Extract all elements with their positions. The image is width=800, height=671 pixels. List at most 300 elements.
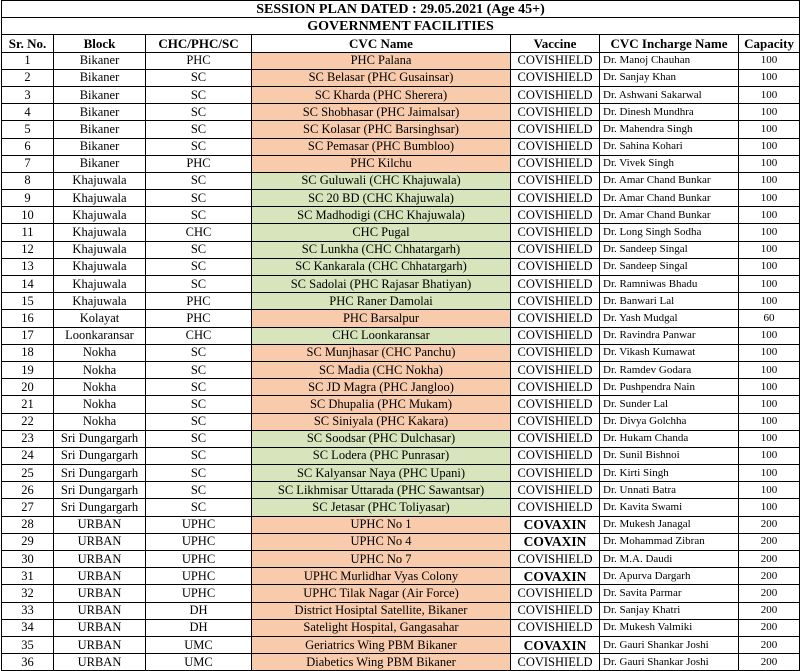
cell-sr-no: 6 [2, 138, 54, 155]
cell-capacity: 100 [739, 138, 800, 155]
cell-vaccine: COVISHIELD [511, 499, 600, 516]
cell-capacity: 100 [739, 327, 800, 344]
cell-capacity: 100 [739, 190, 800, 207]
cell-facility-type: UPHC [146, 551, 252, 568]
cell-cvc-name: SC 20 BD (CHC Khajuwala) [252, 190, 511, 207]
cell-facility-type: UPHC [146, 533, 252, 550]
cell-cvc-name: SC Lunkha (CHC Chhatargarh) [252, 241, 511, 258]
session-plan-table [1, 0, 800, 671]
table-row [2, 138, 800, 155]
section-subtitle: GOVERNMENT FACILITIES [2, 18, 800, 35]
cell-capacity: 100 [739, 379, 800, 396]
cell-cvc-name: Geriatrics Wing PBM Bikaner [252, 636, 511, 653]
cell-block: Sri Dungargarh [54, 482, 146, 499]
cell-facility-type: CHC [146, 327, 252, 344]
cell-sr-no: 9 [2, 190, 54, 207]
cell-cvc-name: SC Lodera (PHC Punrasar) [252, 447, 511, 464]
cell-cvc-name: SC Munjhasar (CHC Panchu) [252, 344, 511, 361]
cell-incharge: Dr. Ramniwas Bhadu [600, 276, 739, 293]
cell-sr-no: 23 [2, 430, 54, 447]
cell-sr-no: 17 [2, 327, 54, 344]
cell-sr-no: 13 [2, 258, 54, 275]
cell-incharge: Dr. Gauri Shankar Joshi [600, 636, 739, 653]
cell-incharge: Dr. Kavita Swami [600, 499, 739, 516]
cell-vaccine: COVISHIELD [511, 121, 600, 138]
table-row [2, 293, 800, 310]
cell-sr-no: 1 [2, 52, 54, 69]
cell-incharge: Dr. Ashwani Sakarwal [600, 86, 739, 103]
cell-cvc-name: CHC Pugal [252, 224, 511, 241]
cell-capacity: 100 [739, 258, 800, 275]
cell-capacity: 100 [739, 413, 800, 430]
cell-incharge: Dr. M.A. Daudi [600, 551, 739, 568]
cell-capacity: 60 [739, 310, 800, 327]
cell-cvc-name: PHC Palana [252, 52, 511, 69]
cell-capacity: 100 [739, 224, 800, 241]
cell-capacity: 100 [739, 86, 800, 103]
cell-cvc-name: UPHC Murlidhar Vyas Colony [252, 568, 511, 585]
cell-incharge: Dr. Sanjay Khan [600, 69, 739, 86]
cell-sr-no: 32 [2, 585, 54, 602]
table-row [2, 361, 800, 378]
cell-facility-type: UPHC [146, 585, 252, 602]
cell-incharge: Dr. Pushpendra Nain [600, 379, 739, 396]
cell-capacity: 100 [739, 121, 800, 138]
cell-incharge: Dr. Ravindra Panwar [600, 327, 739, 344]
table-row [2, 516, 800, 533]
cell-cvc-name: PHC Raner Damolai [252, 293, 511, 310]
cell-block: Bikaner [54, 138, 146, 155]
table-row [2, 619, 800, 636]
cell-vaccine: COVISHIELD [511, 465, 600, 482]
table-row [2, 86, 800, 103]
cell-capacity: 200 [739, 568, 800, 585]
cell-block: Khajuwala [54, 207, 146, 224]
cell-capacity: 100 [739, 482, 800, 499]
cell-incharge: Dr. Long Singh Sodha [600, 224, 739, 241]
cell-cvc-name: SC Belasar (PHC Gusainsar) [252, 69, 511, 86]
cell-sr-no: 7 [2, 155, 54, 172]
cell-vaccine: COVAXIN [511, 568, 600, 585]
cell-facility-type: SC [146, 447, 252, 464]
cell-facility-type: SC [146, 104, 252, 121]
cell-facility-type: SC [146, 465, 252, 482]
cell-facility-type: PHC [146, 310, 252, 327]
table-row [2, 602, 800, 619]
cell-facility-type: SC [146, 361, 252, 378]
cell-sr-no: 21 [2, 396, 54, 413]
cell-incharge: Dr. Amar Chand Bunkar [600, 190, 739, 207]
cell-capacity: 100 [739, 69, 800, 86]
table-row [2, 276, 800, 293]
cell-vaccine: COVISHIELD [511, 396, 600, 413]
cell-capacity: 100 [739, 499, 800, 516]
cell-cvc-name: SC Pemasar (PHC Bumbloo) [252, 138, 511, 155]
cell-cvc-name: SC Madia (CHC Nokha) [252, 361, 511, 378]
cell-sr-no: 24 [2, 447, 54, 464]
table-row [2, 482, 800, 499]
cell-cvc-name: SC Kankarala (CHC Chhatargarh) [252, 258, 511, 275]
cell-incharge: Dr. Vikash Kumawat [600, 344, 739, 361]
cell-sr-no: 25 [2, 465, 54, 482]
cell-incharge: Dr. Mukesh Janagal [600, 516, 739, 533]
cell-sr-no: 27 [2, 499, 54, 516]
cell-sr-no: 30 [2, 551, 54, 568]
cell-facility-type: SC [146, 482, 252, 499]
table-row [2, 69, 800, 86]
cell-block: Bikaner [54, 155, 146, 172]
cell-vaccine: COVISHIELD [511, 619, 600, 636]
cell-vaccine: COVISHIELD [511, 379, 600, 396]
table-row [2, 155, 800, 172]
table-row [2, 568, 800, 585]
cell-cvc-name: SC Kolasar (PHC Barsinghsar) [252, 121, 511, 138]
cell-block: URBAN [54, 654, 146, 671]
cell-capacity: 100 [739, 155, 800, 172]
cell-facility-type: PHC [146, 155, 252, 172]
cell-facility-type: CHC [146, 224, 252, 241]
cell-vaccine: COVISHIELD [511, 155, 600, 172]
cell-sr-no: 19 [2, 361, 54, 378]
cell-vaccine: COVISHIELD [511, 190, 600, 207]
cell-block: Khajuwala [54, 224, 146, 241]
cell-cvc-name: SC Kalyansar Naya (PHC Upani) [252, 465, 511, 482]
cell-block: Loonkaransar [54, 327, 146, 344]
cell-incharge: Dr. Ramdev Godara [600, 361, 739, 378]
table-row [2, 413, 800, 430]
cell-vaccine: COVAXIN [511, 533, 600, 550]
cell-incharge: Dr. Mohammad Zibran [600, 533, 739, 550]
cell-vaccine: COVISHIELD [511, 276, 600, 293]
cell-block: URBAN [54, 551, 146, 568]
cell-capacity: 100 [739, 207, 800, 224]
cell-cvc-name: Satelight Hospital, Gangasahar [252, 619, 511, 636]
cell-facility-type: SC [146, 258, 252, 275]
cell-block: Sri Dungargarh [54, 447, 146, 464]
cell-sr-no: 35 [2, 636, 54, 653]
cell-sr-no: 12 [2, 241, 54, 258]
cell-capacity: 100 [739, 52, 800, 69]
cell-incharge: Dr. Dinesh Mundhra [600, 104, 739, 121]
cell-block: Nokha [54, 396, 146, 413]
cell-vaccine: COVISHIELD [511, 241, 600, 258]
cell-cvc-name: PHC Barsalpur [252, 310, 511, 327]
header-facility-type: CHC/PHC/SC [146, 35, 252, 52]
cell-block: URBAN [54, 568, 146, 585]
cell-block: Sri Dungargarh [54, 499, 146, 516]
cell-vaccine: COVISHIELD [511, 258, 600, 275]
cell-sr-no: 20 [2, 379, 54, 396]
cell-block: Khajuwala [54, 241, 146, 258]
cell-sr-no: 28 [2, 516, 54, 533]
cell-facility-type: SC [146, 396, 252, 413]
cell-sr-no: 10 [2, 207, 54, 224]
cell-block: Khajuwala [54, 258, 146, 275]
table-row [2, 499, 800, 516]
cell-facility-type: SC [146, 430, 252, 447]
cell-block: Sri Dungargarh [54, 465, 146, 482]
cell-sr-no: 4 [2, 104, 54, 121]
cell-block: URBAN [54, 602, 146, 619]
cell-facility-type: SC [146, 138, 252, 155]
cell-block: Nokha [54, 361, 146, 378]
cell-incharge: Dr. Kirti Singh [600, 465, 739, 482]
table-row [2, 447, 800, 464]
cell-capacity: 200 [739, 533, 800, 550]
cell-incharge: Dr. Mahendra Singh [600, 121, 739, 138]
cell-facility-type: SC [146, 276, 252, 293]
cell-facility-type: PHC [146, 52, 252, 69]
cell-block: URBAN [54, 636, 146, 653]
cell-block: Nokha [54, 344, 146, 361]
cell-block: Bikaner [54, 86, 146, 103]
cell-capacity: 100 [739, 447, 800, 464]
cell-vaccine: COVISHIELD [511, 585, 600, 602]
cell-facility-type: PHC [146, 293, 252, 310]
header-block: Block [54, 35, 146, 52]
cell-vaccine: COVISHIELD [511, 447, 600, 464]
cell-cvc-name: SC Guluwali (CHC Khajuwala) [252, 172, 511, 189]
table-row [2, 190, 800, 207]
cell-incharge: Dr. Sunder Lal [600, 396, 739, 413]
header-row [2, 35, 800, 52]
cell-sr-no: 29 [2, 533, 54, 550]
header-capacity: Capacity [739, 35, 800, 52]
table-row [2, 465, 800, 482]
cell-vaccine: COVISHIELD [511, 413, 600, 430]
cell-incharge: Dr. Yash Mudgal [600, 310, 739, 327]
table-row [2, 585, 800, 602]
cell-sr-no: 18 [2, 344, 54, 361]
cell-capacity: 200 [739, 551, 800, 568]
cell-vaccine: COVISHIELD [511, 310, 600, 327]
cell-vaccine: COVISHIELD [511, 551, 600, 568]
cell-facility-type: UMC [146, 654, 252, 671]
table-row [2, 396, 800, 413]
cell-capacity: 100 [739, 396, 800, 413]
cell-block: Khajuwala [54, 172, 146, 189]
table-row [2, 551, 800, 568]
cell-vaccine: COVISHIELD [511, 207, 600, 224]
cell-facility-type: UPHC [146, 568, 252, 585]
cell-capacity: 100 [739, 293, 800, 310]
cell-cvc-name: Diabetics Wing PBM Bikaner [252, 654, 511, 671]
cell-cvc-name: SC Jetasar (PHC Toliyasar) [252, 499, 511, 516]
cell-facility-type: SC [146, 344, 252, 361]
cell-sr-no: 15 [2, 293, 54, 310]
cell-cvc-name: UPHC No 7 [252, 551, 511, 568]
cell-sr-no: 11 [2, 224, 54, 241]
cell-vaccine: COVISHIELD [511, 224, 600, 241]
cell-capacity: 200 [739, 654, 800, 671]
table-row [2, 258, 800, 275]
cell-capacity: 200 [739, 516, 800, 533]
cell-incharge: Dr. Savita Parmar [600, 585, 739, 602]
cell-block: Sri Dungargarh [54, 430, 146, 447]
cell-vaccine: COVISHIELD [511, 52, 600, 69]
table-row [2, 310, 800, 327]
cell-block: Nokha [54, 379, 146, 396]
cell-capacity: 100 [739, 465, 800, 482]
cell-facility-type: UMC [146, 636, 252, 653]
cell-capacity: 100 [739, 361, 800, 378]
table-row [2, 636, 800, 653]
cell-vaccine: COVISHIELD [511, 654, 600, 671]
cell-facility-type: SC [146, 172, 252, 189]
cell-block: Nokha [54, 413, 146, 430]
table-row [2, 327, 800, 344]
cell-capacity: 100 [739, 344, 800, 361]
cell-block: URBAN [54, 533, 146, 550]
table-row [2, 379, 800, 396]
cell-cvc-name: District Hosiptal Satellite, Bikaner [252, 602, 511, 619]
cell-capacity: 100 [739, 172, 800, 189]
cell-incharge: Dr. Apurva Dargarh [600, 568, 739, 585]
cell-capacity: 100 [739, 241, 800, 258]
cell-block: Bikaner [54, 52, 146, 69]
cell-facility-type: SC [146, 241, 252, 258]
cell-sr-no: 2 [2, 69, 54, 86]
cell-incharge: Dr. Sandeep Singal [600, 241, 739, 258]
cell-block: Bikaner [54, 69, 146, 86]
cell-vaccine: COVISHIELD [511, 344, 600, 361]
cell-incharge: Dr. Sunil Bishnoi [600, 447, 739, 464]
cell-facility-type: UPHC [146, 516, 252, 533]
cell-facility-type: SC [146, 207, 252, 224]
cell-sr-no: 3 [2, 86, 54, 103]
cell-block: URBAN [54, 516, 146, 533]
page-title: SESSION PLAN DATED : 29.05.2021 (Age 45+) [2, 1, 800, 18]
cell-vaccine: COVISHIELD [511, 430, 600, 447]
cell-vaccine: COVISHIELD [511, 602, 600, 619]
cell-block: Khajuwala [54, 293, 146, 310]
cell-incharge: Dr. Manoj Chauhan [600, 52, 739, 69]
cell-facility-type: SC [146, 86, 252, 103]
cell-block: Bikaner [54, 104, 146, 121]
table-row [2, 172, 800, 189]
cell-cvc-name: PHC Kilchu [252, 155, 511, 172]
cell-block: Khajuwala [54, 190, 146, 207]
table-row [2, 241, 800, 258]
header-vaccine: Vaccine [511, 35, 600, 52]
cell-cvc-name: UPHC Tilak Nagar (Air Force) [252, 585, 511, 602]
cell-cvc-name: SC Madhodigi (CHC Khajuwala) [252, 207, 511, 224]
cell-sr-no: 14 [2, 276, 54, 293]
cell-incharge: Dr. Gauri Shankar Joshi [600, 654, 739, 671]
cell-vaccine: COVISHIELD [511, 293, 600, 310]
cell-vaccine: COVISHIELD [511, 327, 600, 344]
cell-incharge: Dr. Amar Chand Bunkar [600, 172, 739, 189]
cell-block: URBAN [54, 619, 146, 636]
cell-incharge: Dr. Hukam Chanda [600, 430, 739, 447]
table-row [2, 430, 800, 447]
cell-sr-no: 5 [2, 121, 54, 138]
cell-incharge: Dr. Vivek Singh [600, 155, 739, 172]
cell-cvc-name: SC Sadolai (PHC Rajasar Bhatiyan) [252, 276, 511, 293]
cell-cvc-name: UPHC No 1 [252, 516, 511, 533]
cell-block: Bikaner [54, 121, 146, 138]
cell-incharge: Dr. Banwari Lal [600, 293, 739, 310]
cell-sr-no: 33 [2, 602, 54, 619]
table-row [2, 224, 800, 241]
cell-vaccine: COVISHIELD [511, 86, 600, 103]
table-row [2, 207, 800, 224]
cell-capacity: 200 [739, 602, 800, 619]
table-row [2, 121, 800, 138]
cell-capacity: 100 [739, 430, 800, 447]
cell-vaccine: COVISHIELD [511, 104, 600, 121]
cell-facility-type: SC [146, 121, 252, 138]
cell-vaccine: COVISHIELD [511, 482, 600, 499]
cell-incharge: Dr. Unnati Batra [600, 482, 739, 499]
cell-incharge: Dr. Divya Golchha [600, 413, 739, 430]
cell-cvc-name: SC Soodsar (PHC Dulchasar) [252, 430, 511, 447]
cell-cvc-name: SC Kharda (PHC Sherera) [252, 86, 511, 103]
cell-incharge: Dr. Sandeep Singal [600, 258, 739, 275]
cell-facility-type: SC [146, 69, 252, 86]
cell-facility-type: DH [146, 602, 252, 619]
cell-sr-no: 31 [2, 568, 54, 585]
cell-vaccine: COVISHIELD [511, 172, 600, 189]
cell-vaccine: COVISHIELD [511, 361, 600, 378]
header-sr-no: Sr. No. [2, 35, 54, 52]
cell-block: Khajuwala [54, 276, 146, 293]
table-row [2, 344, 800, 361]
cell-sr-no: 34 [2, 619, 54, 636]
cell-capacity: 200 [739, 585, 800, 602]
cell-capacity: 100 [739, 276, 800, 293]
cell-capacity: 200 [739, 636, 800, 653]
cell-facility-type: SC [146, 413, 252, 430]
cell-facility-type: SC [146, 190, 252, 207]
cell-cvc-name: SC JD Magra (PHC Jangloo) [252, 379, 511, 396]
cell-vaccine: COVAXIN [511, 636, 600, 653]
cell-incharge: Dr. Amar Chand Bunkar [600, 207, 739, 224]
cell-facility-type: SC [146, 499, 252, 516]
cell-vaccine: COVISHIELD [511, 69, 600, 86]
cell-cvc-name: SC Dhupalia (PHC Mukam) [252, 396, 511, 413]
cell-vaccine: COVAXIN [511, 516, 600, 533]
table-row [2, 52, 800, 69]
cell-incharge: Dr. Mukesh Valmiki [600, 619, 739, 636]
cell-sr-no: 22 [2, 413, 54, 430]
table-row [2, 654, 800, 671]
cell-cvc-name: SC Siniyala (PHC Kakara) [252, 413, 511, 430]
cell-sr-no: 16 [2, 310, 54, 327]
table-body [2, 52, 800, 671]
table-row [2, 104, 800, 121]
cell-capacity: 200 [739, 619, 800, 636]
cell-block: Kolayat [54, 310, 146, 327]
cell-block: URBAN [54, 585, 146, 602]
cell-cvc-name: SC Shobhasar (PHC Jaimalsar) [252, 104, 511, 121]
cell-capacity: 100 [739, 104, 800, 121]
cell-vaccine: COVISHIELD [511, 138, 600, 155]
cell-facility-type: SC [146, 379, 252, 396]
header-incharge: CVC Incharge Name [600, 35, 739, 52]
cell-cvc-name: UPHC No 4 [252, 533, 511, 550]
table-row [2, 533, 800, 550]
cell-sr-no: 26 [2, 482, 54, 499]
cell-sr-no: 36 [2, 654, 54, 671]
cell-cvc-name: SC Likhmisar Uttarada (PHC Sawantsar) [252, 482, 511, 499]
cell-sr-no: 8 [2, 172, 54, 189]
cell-facility-type: DH [146, 619, 252, 636]
cell-incharge: Dr. Sanjay Khatri [600, 602, 739, 619]
cell-incharge: Dr. Sahina Kohari [600, 138, 739, 155]
header-cvc-name: CVC Name [252, 35, 511, 52]
cell-cvc-name: CHC Loonkaransar [252, 327, 511, 344]
